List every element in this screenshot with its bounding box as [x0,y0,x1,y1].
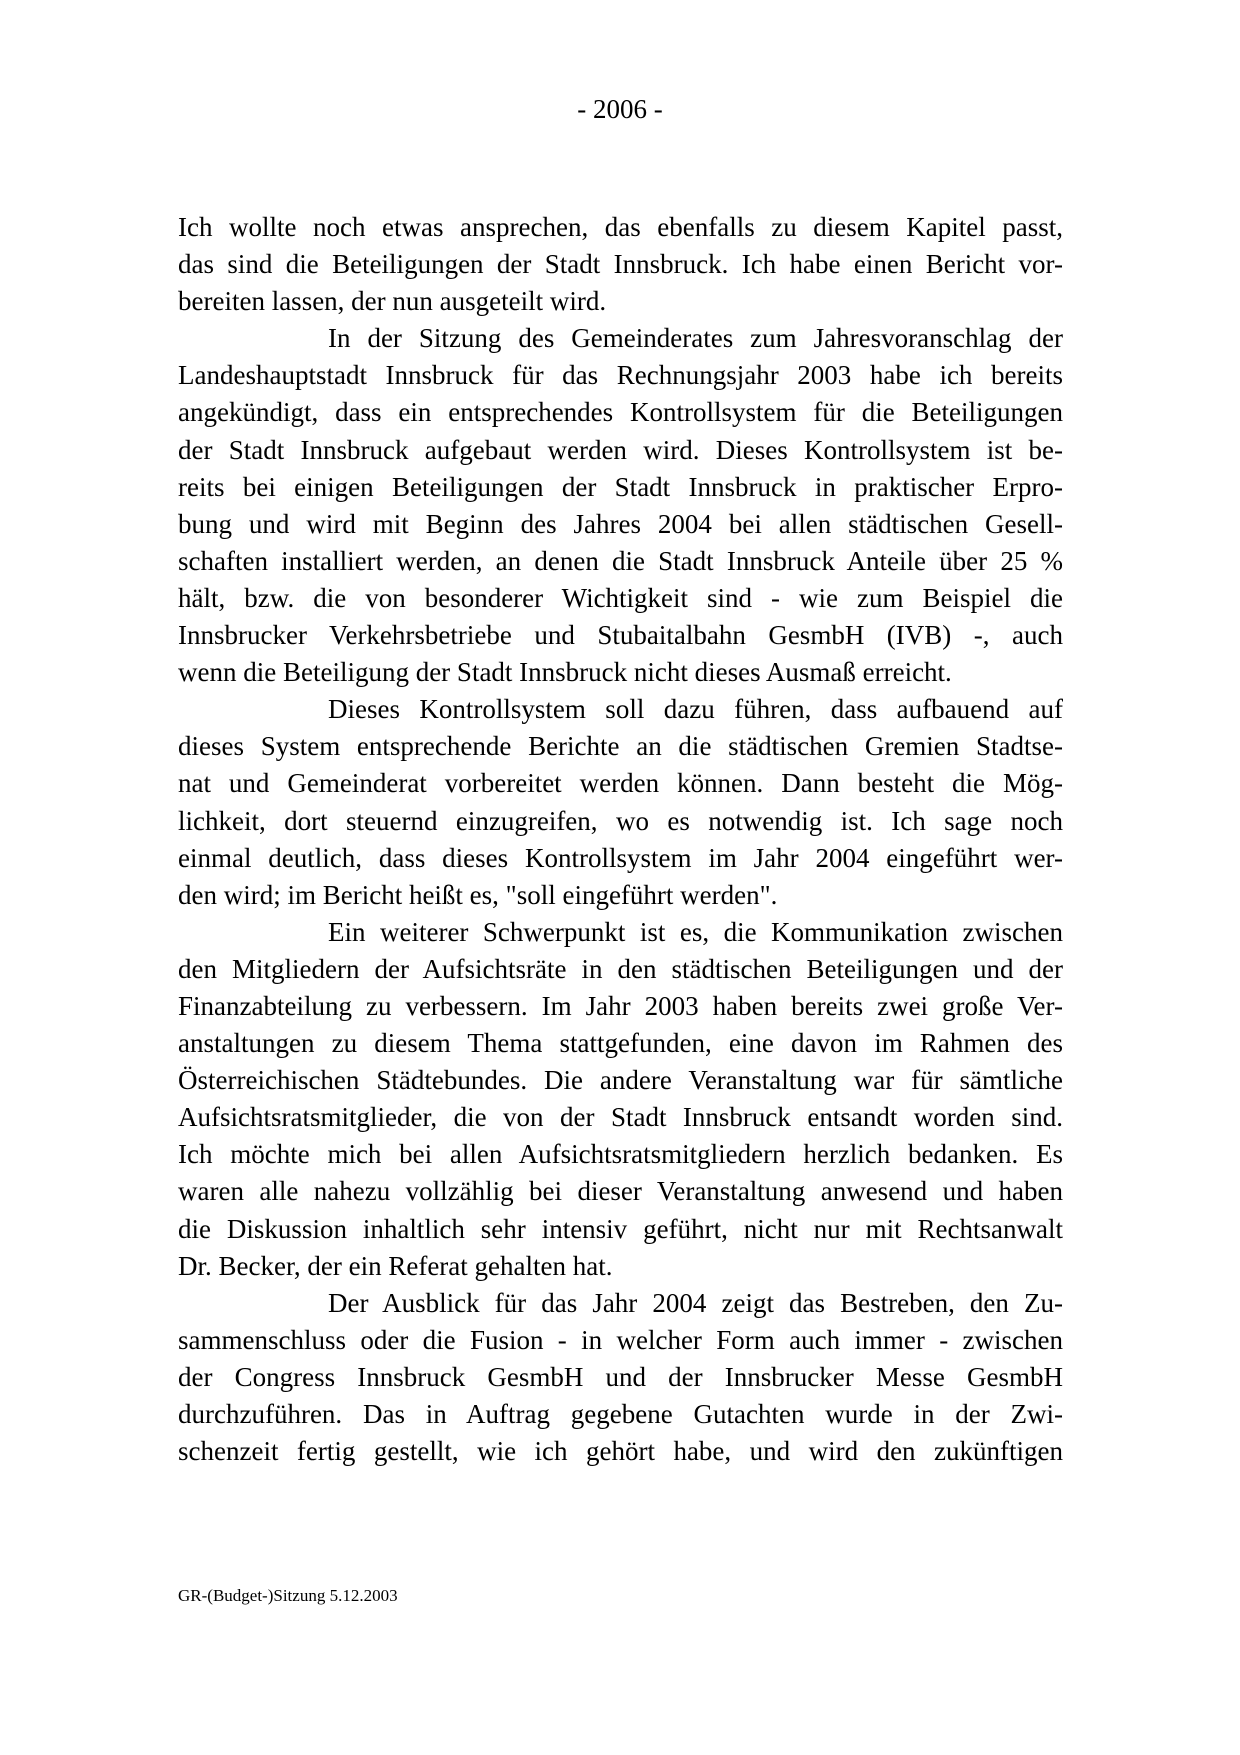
text-line: durchzuführen. Das in Auftrag gegebene Gutachten wurde in der Zwi- [178,1399,1063,1429]
text-line: Dr. Becker, der ein Referat gehalten hat. [178,1250,613,1281]
text-line: waren alle nahezu vollzählig bei dieser Veranstaltung anwesend und haben [178,1176,1063,1207]
text-line: Innsbrucker Verkehrsbetriebe und Stubaitalbahn GesmbH (IVB) -, auch [178,620,1063,651]
text-line: das sind die Beteiligungen der Stadt Innsbruck. Ich habe einen Bericht vor- [178,249,1063,280]
text-line: hält, bzw. die von besonderer Wichtigkeit sind - wie zum Beispiel die [178,582,1063,613]
text-line: schaften installiert werden, an denen die Stadt Innsbruck Anteile über 25 % [178,545,1063,576]
text-line: angekündigt, dass ein entsprechendes Kontrollsystem für die Beteiligungen [178,397,1063,428]
text-line: einmal deutlich, dass dieses Kontrollsystem im Jahr 2004 eingeführt wer- [178,842,1063,873]
text-line: Landeshauptstadt Innsbruck für das Rechnungsjahr 2003 habe ich bereits [178,360,1063,391]
text-line: anstaltungen zu diesem Thema stattgefunden, eine davon im Rahmen des [178,1028,1063,1059]
text-line: schenzeit fertig gestellt, wie ich gehört habe, und wird den zukünftigen [178,1436,1063,1467]
text-line: nat und Gemeinderat vorbereitet werden können. Dann besteht die Mög- [178,768,1063,799]
text-line: den wird; im Bericht heißt es, "soll eingeführt werden". [178,879,778,910]
text-line: bereiten lassen, der nun ausgeteilt wird. [178,286,607,317]
text-line: der Congress Innsbruck GesmbH und der Innsbrucker Messe GesmbH [178,1361,1063,1392]
paragraph-first-line: Ein weiterer Schwerpunkt ist es, die Kommunikation zwischen [328,916,1063,947]
text-line: Ich wollte noch etwas ansprechen, das ebenfalls zu diesem Kapitel passt, [178,212,1063,242]
text-line: wenn die Beteiligung der Stadt Innsbruck nicht dieses Ausmaß erreicht. [178,657,952,688]
paragraph-first-line: Der Ausblick für das Jahr 2004 zeigt das Bestreben, den Zu- [328,1287,1063,1318]
text-line: Aufsichtsratsmitglieder, die von der Stadt Innsbruck entsandt worden sind. [178,1102,1063,1133]
text-line: die Diskussion inhaltlich sehr intensiv geführt, nicht nur mit Rechtsanwalt [178,1213,1063,1244]
paragraph-first-line: Dieses Kontrollsystem soll dazu führen, dass aufbauend auf [328,694,1063,725]
page-footer: GR-(Budget-)Sitzung 5.12.2003 [178,1586,398,1605]
page-number: - 2006 - [577,94,663,124]
text-line: bung und wird mit Beginn des Jahres 2004 bei allen städtischen Gesell- [178,508,1063,539]
text-line: Österreichischen Städtebundes. Die andere Veranstaltung war für sämtliche [178,1065,1063,1096]
text-line: dieses System entsprechende Berichte an die städtischen Gremien Stadtse- [178,731,1063,762]
document-body [178,209,1063,1470]
text-line: reits bei einigen Beteiligungen der Stadt Innsbruck in praktischer Erpro- [178,471,1063,502]
text-line: der Stadt Innsbruck aufgebaut werden wird. Dieses Kontrollsystem ist be- [178,434,1063,465]
text-line: Ich möchte mich bei allen Aufsichtsratsmitgliedern herzlich bedanken. Es [178,1139,1063,1170]
text-line: lichkeit, dort steuernd einzugreifen, wo es notwendig ist. Ich sage noch [178,805,1063,836]
text-line: Finanzabteilung zu verbessern. Im Jahr 2003 haben bereits zwei große Ver- [178,990,1063,1021]
text-line: den Mitgliedern der Aufsichtsräte in den städtischen Beteiligungen und der [178,953,1063,984]
paragraph-first-line: In der Sitzung des Gemeinderates zum Jahresvoranschlag der [328,323,1063,354]
text-line: sammenschluss oder die Fusion - in welcher Form auch immer - zwischen [178,1324,1063,1355]
